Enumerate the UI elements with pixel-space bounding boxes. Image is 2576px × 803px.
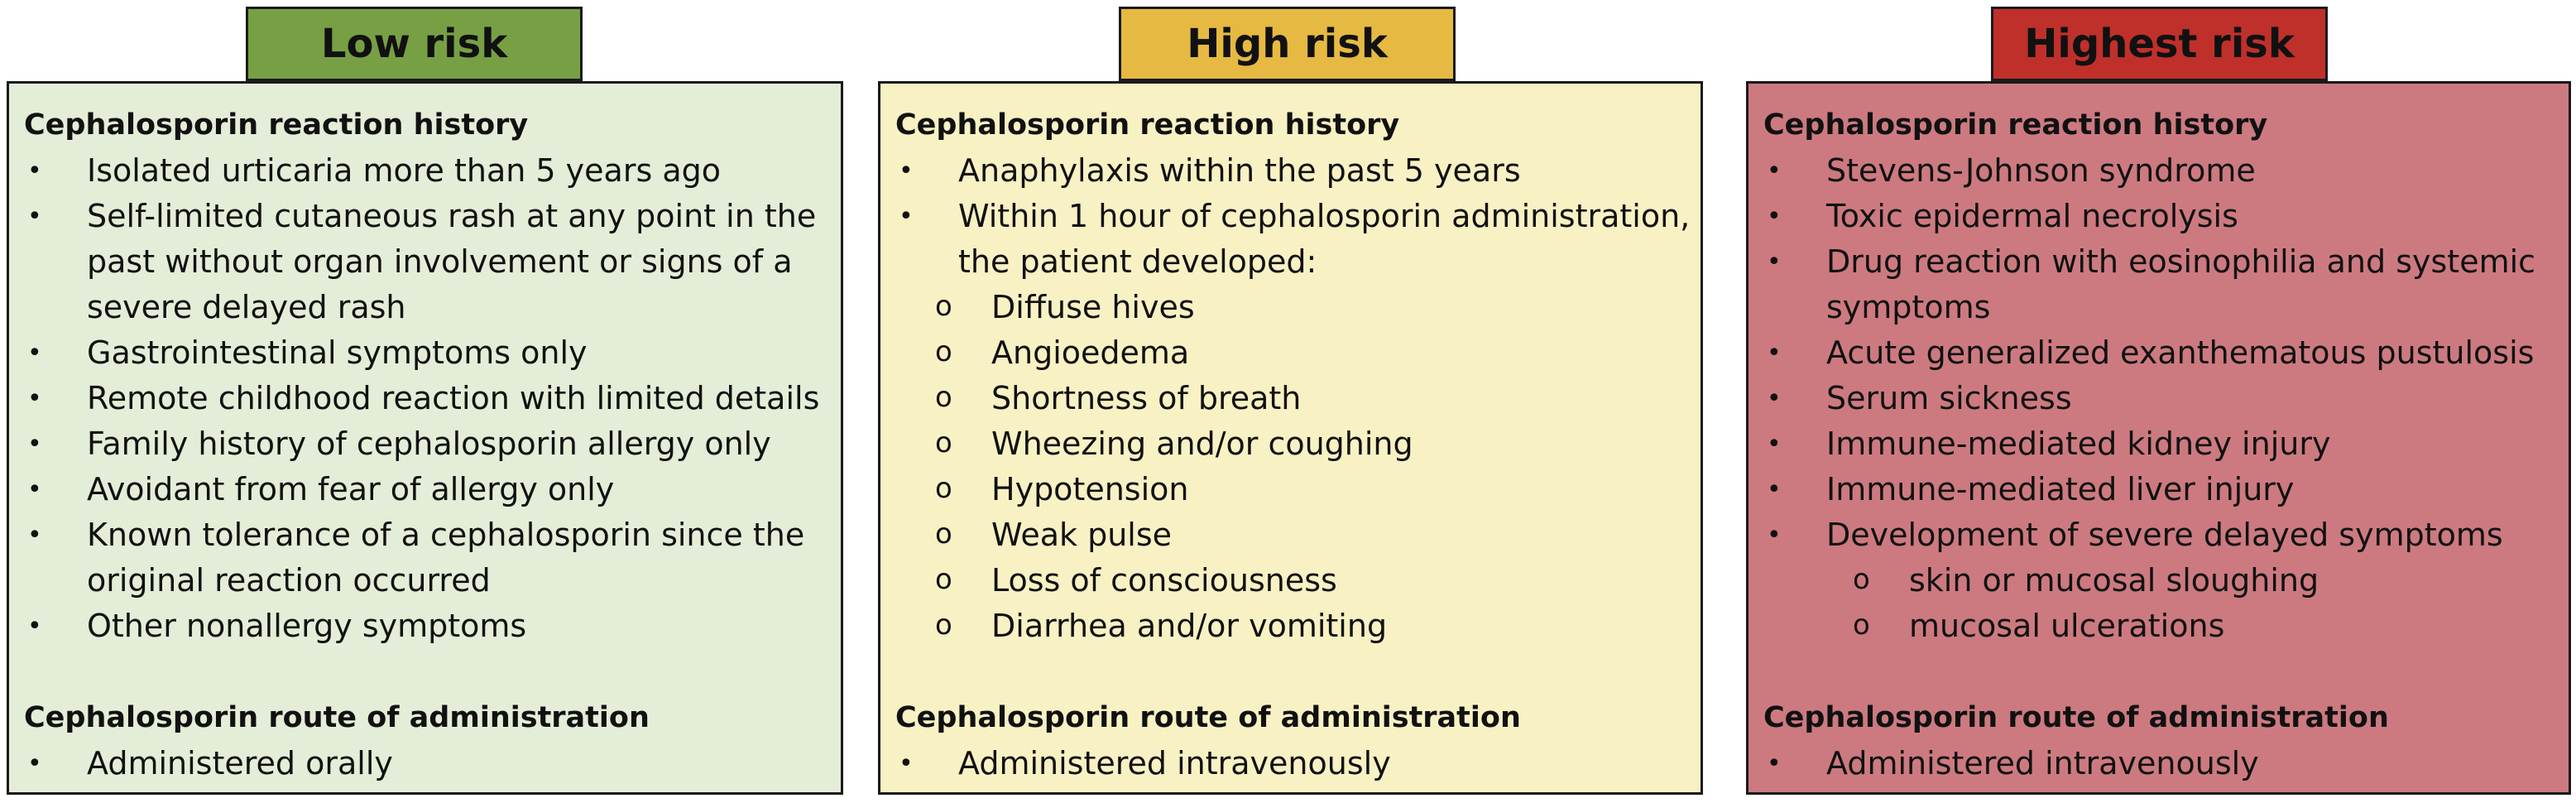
- sub-list-item: o Wheezing and/or coughing: [895, 421, 1701, 467]
- highest-symptom-sublist: [1813, 558, 2569, 649]
- list-item: • Drug reaction with eosinophilia and systemic symptoms: [1767, 243, 2536, 325]
- circle-bullet-icon: o: [935, 335, 952, 368]
- list-item: • Known tolerance of a cephalosporin since the original reaction occurred: [27, 517, 805, 599]
- list-item: • Administered orally: [27, 745, 393, 781]
- sub-list-item: o skin or mucosal sloughing: [1813, 558, 2569, 603]
- circle-bullet-icon: o: [935, 472, 952, 505]
- circle-bullet-icon: o: [1853, 563, 1870, 596]
- list-item: • Immune-mediated liver injury: [1767, 471, 2295, 507]
- list-item: • Serum sickness: [1767, 380, 2072, 416]
- high-risk-title: High risk: [1187, 21, 1388, 67]
- circle-bullet-icon: o: [935, 426, 952, 459]
- low-risk-header: [246, 7, 583, 81]
- circle-bullet-icon: o: [935, 608, 952, 642]
- sub-list-item: o Loss of consciousness: [895, 558, 1701, 603]
- high-risk-header: [1119, 7, 1456, 81]
- low-risk-box: [7, 81, 843, 795]
- sub-list-item: o mucosal ulcerations: [1813, 603, 2569, 649]
- low-risk-title: Low risk: [320, 21, 508, 67]
- low-route-heading: Cephalosporin route of administration: [24, 701, 650, 734]
- high-history-list: [895, 148, 1701, 649]
- list-item: • Avoidant from fear of allergy only: [27, 471, 615, 507]
- list-item: • Gastrointestinal symptoms only: [27, 334, 588, 371]
- low-history-heading: Cephalosporin reaction history: [24, 108, 529, 142]
- low-route-list: [24, 741, 841, 786]
- highest-route-heading: Cephalosporin route of administration: [1763, 701, 2389, 734]
- list-item: • Immune-mediated kidney injury: [1767, 426, 2331, 462]
- highest-risk-title: Highest risk: [2024, 21, 2295, 67]
- circle-bullet-icon: o: [935, 517, 952, 551]
- list-item: • Toxic epidermal necrolysis: [1767, 198, 2238, 234]
- list-item: • Isolated urticaria more than 5 years ago: [27, 152, 721, 189]
- list-item: • Stevens-Johnson syndrome: [1767, 152, 2256, 189]
- sub-list-item: o Shortness of breath: [895, 376, 1701, 421]
- list-item: • Within 1 hour of cephalosporin administration, the patient developed: o Diffuse hives o Angioedema o Shortness of breath o Wheezing and/or coughing o Hypotension o Weak pulse o Loss of consciousness o Diarrhea and/or vomiting: [895, 194, 1701, 649]
- high-history-heading: Cephalosporin reaction history: [895, 108, 1400, 142]
- circle-bullet-icon: o: [935, 290, 952, 323]
- high-risk-box: [878, 81, 1703, 795]
- highest-route-list: [1763, 741, 2569, 786]
- high-symptom-sublist: [895, 285, 1701, 649]
- sub-list-item: o Weak pulse: [895, 512, 1701, 558]
- highest-risk-box: [1746, 81, 2571, 795]
- list-item: • Remote childhood reaction with limited details: [27, 380, 820, 416]
- highest-risk-header: [1991, 7, 2328, 81]
- high-route-heading: Cephalosporin route of administration: [895, 701, 1521, 734]
- list-item: • Anaphylaxis within the past 5 years: [899, 152, 1521, 189]
- list-item: • Development of severe delayed symptoms o skin or mucosal sloughing o mucosal ulcerations: [1763, 512, 2569, 649]
- circle-bullet-icon: o: [1853, 608, 1870, 642]
- low-history-list: [24, 148, 841, 649]
- list-item: • Acute generalized exanthematous pustulosis: [1767, 334, 2535, 371]
- sub-list-item: o Diffuse hives: [895, 285, 1701, 330]
- sub-list-item: o Hypotension: [895, 467, 1701, 512]
- list-item: • Other nonallergy symptoms: [27, 608, 527, 644]
- sub-list-item: o Angioedema: [895, 330, 1701, 376]
- highest-history-heading: Cephalosporin reaction history: [1763, 108, 2268, 142]
- circle-bullet-icon: o: [935, 381, 952, 414]
- high-route-list: [895, 741, 1701, 786]
- circle-bullet-icon: o: [935, 563, 952, 596]
- list-item: • Self-limited cutaneous rash at any point in the past without organ involvement or signs of a severe delayed rash: [27, 198, 817, 325]
- list-item: • Administered intravenously: [899, 745, 1391, 781]
- sub-list-item: o Diarrhea and/or vomiting: [895, 603, 1701, 649]
- highest-history-list: [1763, 148, 2569, 649]
- list-item: • Administered intravenously: [1767, 745, 2259, 781]
- list-item: • Family history of cephalosporin allergy only: [27, 426, 771, 462]
